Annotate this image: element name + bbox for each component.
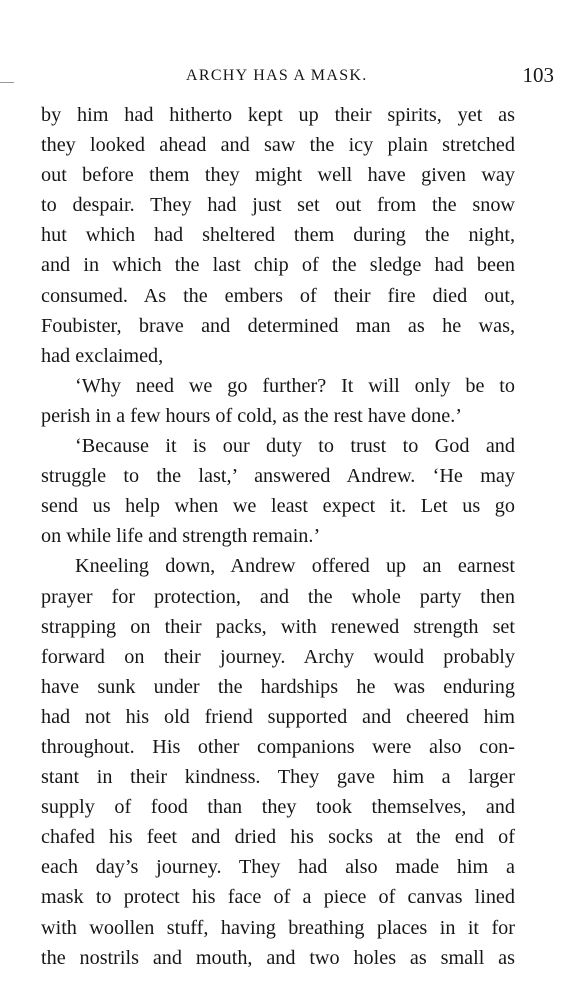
text-line: strapping on their packs, with renewed strength set bbox=[41, 615, 515, 638]
text-line: chafed his feet and dried his socks at the end of bbox=[41, 826, 515, 849]
margin-dash bbox=[0, 82, 14, 83]
text-line: mask to protect his face of a piece of canvas lined bbox=[41, 886, 515, 909]
text-line: out before them they might well have given way bbox=[41, 164, 515, 187]
text-line: and in which the last chip of the sledge had been bbox=[41, 254, 515, 277]
text-line: each day’s journey. They had also made him a bbox=[41, 856, 515, 879]
text-line: hut which had sheltered them during the night, bbox=[41, 224, 515, 247]
text-line: perish in a few hours of cold, as the rest have done.’ bbox=[41, 404, 463, 427]
text-line: send us help when we least expect it. Let us go bbox=[41, 495, 515, 518]
text-line: on while life and strength remain.’ bbox=[41, 525, 321, 548]
text-line: had exclaimed, bbox=[41, 344, 164, 367]
text-line: forward on their journey. Archy would probably bbox=[41, 645, 515, 668]
page-header bbox=[40, 62, 560, 92]
text-line: had not his old friend supported and cheered him bbox=[41, 705, 515, 728]
text-line: struggle to the last,’ answered Andrew. ‘He may bbox=[41, 465, 515, 488]
text-line: the nostrils and mouth, and two holes as small as bbox=[41, 946, 515, 969]
text-line: ‘Why need we go further? It will only be to bbox=[75, 374, 515, 397]
text-line: with woollen stuff, having breathing places in it for bbox=[41, 916, 515, 939]
text-line: stant in their kindness. They gave him a larger bbox=[41, 766, 515, 789]
running-head: ARCHY HAS A MASK. bbox=[186, 67, 368, 84]
text-line: supply of food than they took themselves, and bbox=[41, 796, 515, 819]
text-line: to despair. They had just set out from the snow bbox=[41, 194, 515, 217]
text-line: consumed. As the embers of their fire died out, bbox=[41, 284, 515, 307]
text-line: by him had hitherto kept up their spirits, yet as bbox=[41, 104, 515, 126]
text-line: have sunk under the hardships he was enduring bbox=[41, 675, 515, 698]
text-line: Foubister, brave and determined man as he was, bbox=[41, 314, 515, 337]
text-line: prayer for protection, and the whole party then bbox=[41, 585, 515, 608]
text-line: ‘Because it is our duty to trust to God and bbox=[75, 435, 515, 458]
page-number: 103 bbox=[522, 63, 554, 87]
text-line: they looked ahead and saw the icy plain stretched bbox=[41, 134, 515, 157]
body-text bbox=[41, 100, 515, 973]
text-line: Kneeling down, Andrew offered up an earnest bbox=[75, 555, 515, 578]
text-line: throughout. His other companions were also con- bbox=[41, 735, 515, 758]
